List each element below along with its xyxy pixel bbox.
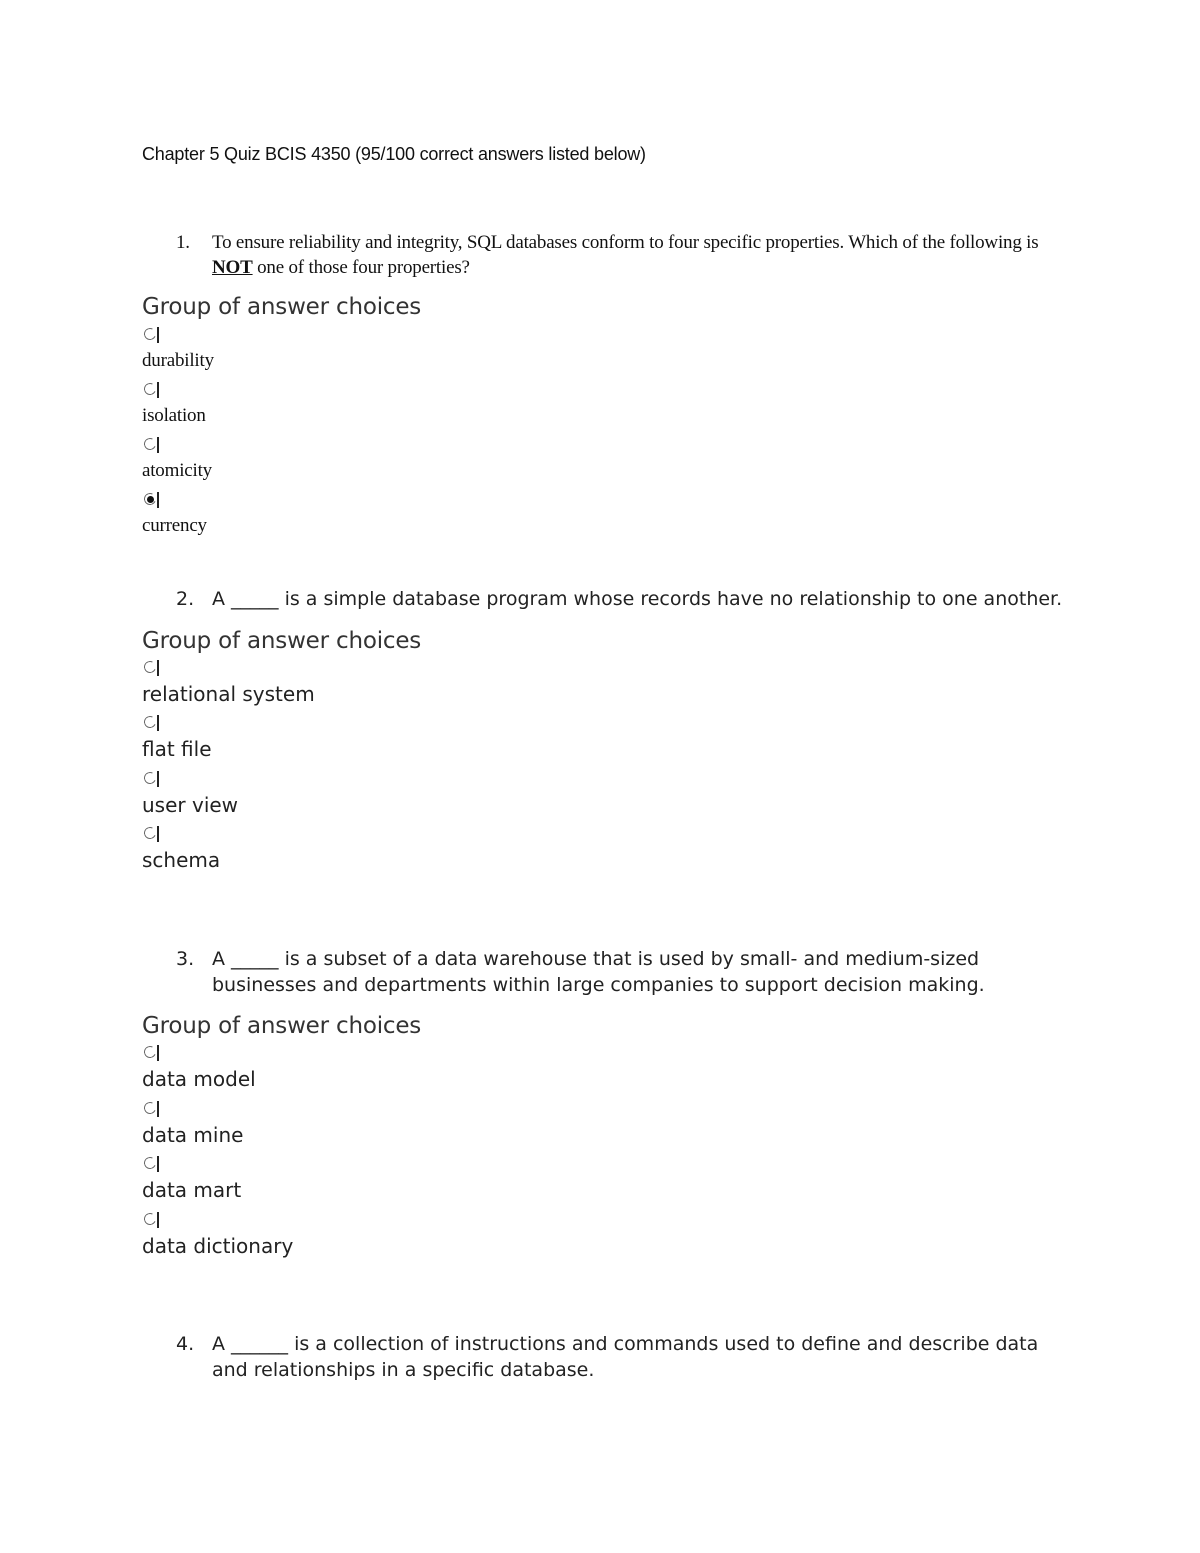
choice-label: isolation	[142, 405, 206, 426]
radio-ring-icon	[142, 436, 157, 451]
question-number: 2.	[176, 588, 195, 610]
choice-label: atomicity	[142, 460, 212, 481]
prompt-emphasis: NOT	[212, 257, 253, 278]
answer-choice[interactable]	[142, 434, 1072, 489]
radio-button[interactable]	[142, 712, 162, 734]
question-1	[142, 230, 1072, 544]
question-number: 3.	[176, 948, 195, 970]
answer-choice[interactable]	[142, 1042, 1072, 1098]
radio-button[interactable]	[142, 434, 162, 456]
question-prompt	[142, 1332, 1072, 1383]
cursor-bar-icon	[157, 1156, 159, 1172]
radio-ring-icon	[142, 714, 157, 729]
group-heading: Group of answer choices	[142, 627, 422, 654]
group-heading: Group of answer choices	[142, 1013, 422, 1039]
choice-label: currency	[142, 515, 207, 536]
answer-choice[interactable]	[142, 712, 1072, 768]
cursor-bar-icon	[157, 382, 159, 398]
answer-choice[interactable]	[142, 657, 1072, 713]
answer-choices	[142, 324, 1072, 544]
cursor-bar-icon	[157, 492, 159, 508]
answer-choice[interactable]	[142, 1098, 1072, 1154]
radio-button[interactable]	[142, 823, 162, 845]
cursor-bar-icon	[157, 715, 159, 731]
question-3	[142, 947, 1072, 1264]
radio-ring-icon	[142, 825, 157, 840]
cursor-bar-icon	[157, 1212, 159, 1228]
answer-choices	[142, 657, 1072, 879]
answer-choice[interactable]	[142, 823, 1072, 879]
choice-label: data mine	[142, 1122, 244, 1147]
radio-button[interactable]	[142, 768, 162, 790]
choice-label: schema	[142, 848, 221, 872]
cursor-bar-icon	[157, 1101, 159, 1117]
answer-choices	[142, 1042, 1072, 1264]
cursor-bar-icon	[157, 327, 159, 343]
question-prompt	[142, 230, 1072, 280]
choice-label: user view	[142, 792, 239, 817]
choice-label: durability	[142, 350, 214, 371]
radio-ring-icon	[142, 770, 157, 785]
choice-label: data model	[142, 1067, 256, 1091]
answer-choice[interactable]	[142, 324, 1072, 379]
radio-button[interactable]	[142, 379, 162, 401]
answer-choice[interactable]	[142, 1153, 1072, 1209]
choice-label: flat file	[142, 737, 212, 761]
radio-button[interactable]	[142, 657, 162, 679]
answer-choice[interactable]	[142, 489, 1072, 544]
cursor-bar-icon	[157, 826, 159, 842]
question-number: 4.	[176, 1333, 195, 1355]
cursor-bar-icon	[157, 437, 159, 453]
radio-button[interactable]	[142, 1209, 162, 1231]
radio-button[interactable]	[142, 1153, 162, 1175]
answer-choice[interactable]	[142, 379, 1072, 434]
answer-choice[interactable]	[142, 768, 1072, 824]
radio-ring-icon	[142, 1044, 157, 1059]
radio-button[interactable]	[142, 489, 162, 511]
choice-label: data mart	[142, 1178, 242, 1202]
radio-ring-icon	[142, 659, 157, 674]
choice-label: data dictionary	[142, 1233, 294, 1258]
radio-dot-icon	[147, 496, 154, 503]
question-4	[142, 1332, 1072, 1383]
question-2	[142, 587, 1072, 879]
cursor-bar-icon	[157, 660, 159, 676]
radio-button[interactable]	[142, 324, 162, 346]
cursor-bar-icon	[157, 771, 159, 787]
prompt-text: A _____ is a subset of a data warehouse that is used by small- and medium-sized businesses and departments within large companies to support decision making.	[212, 948, 985, 996]
question-number: 1.	[176, 232, 190, 253]
question-prompt	[142, 587, 1072, 613]
radio-ring-icon	[142, 381, 157, 396]
radio-button[interactable]	[142, 1098, 162, 1120]
answer-choice[interactable]	[142, 1209, 1072, 1265]
radio-ring-icon	[142, 326, 157, 341]
prompt-text: To ensure reliability and integrity, SQL databases conform to four specific properties. Which of the following is	[212, 232, 1039, 253]
cursor-bar-icon	[157, 1045, 159, 1061]
choice-label: relational system	[142, 681, 315, 706]
question-prompt	[142, 947, 1072, 998]
prompt-text: A _____ is a simple database program whose records have no relationship to one another.	[212, 588, 1063, 610]
prompt-text-end: one of those four properties?	[252, 257, 470, 278]
radio-button[interactable]	[142, 1042, 162, 1064]
radio-ring-icon	[142, 1211, 157, 1226]
radio-ring-icon	[142, 1155, 157, 1170]
group-heading: Group of answer choices	[142, 294, 422, 320]
prompt-text: A ______ is a collection of instructions and commands used to define and describe data and relationships in a specific database.	[212, 1333, 1039, 1381]
radio-ring-icon	[142, 1100, 157, 1115]
document-title: Chapter 5 Quiz BCIS 4350 (95/100 correct answers listed below)	[142, 144, 646, 164]
